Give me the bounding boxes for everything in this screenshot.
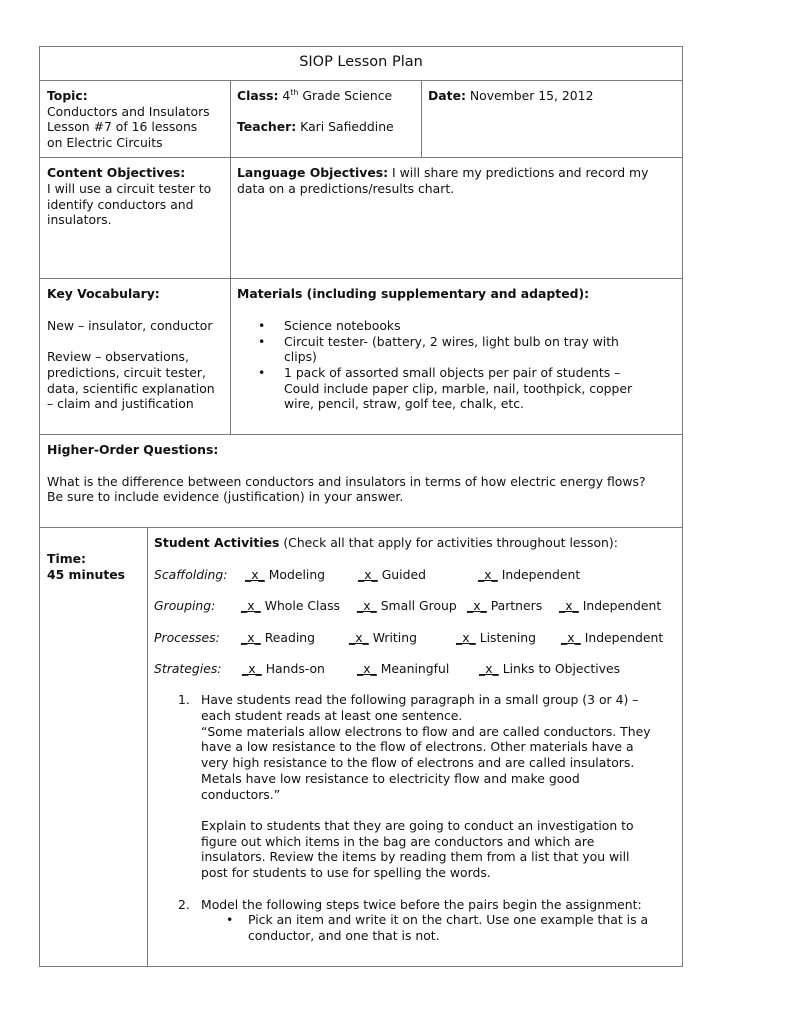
content-objectives-line: identify conductors and [47,197,194,212]
key-vocabulary-label: Key Vocabulary: [47,286,160,301]
topic-line: Conductors and Insulators [47,104,210,119]
option-label: Modeling [268,567,326,582]
vocab-review-line: data, scientific explanation [47,381,215,396]
language-objectives-label: Language Objectives: [237,165,389,180]
option-label: Partners [490,598,543,613]
check-mark: _x_ [561,630,581,645]
option-label: Small Group [380,598,457,613]
row5-divider [39,527,683,528]
step1-explain-line: post for students to use for spelling the words. [201,865,491,880]
processes-option [241,630,315,646]
content-objectives-label: Content Objectives: [47,165,186,180]
grouping-option [559,598,661,614]
strategies-option [479,661,620,677]
step-number: 2. [178,897,190,912]
higher-order-label: Higher-Order Questions: [47,442,219,457]
check-mark: _x_ [241,630,261,645]
scaffolding-option [358,567,426,583]
grouping-option [241,598,340,614]
step2-bullet-line: conductor, and one that is not. [248,928,440,943]
row3-divider [39,278,683,279]
vocab-new: New – insulator, conductor [47,318,213,333]
option-label: Independent [584,630,664,645]
scaffolding-label: Scaffolding: [154,567,228,582]
scaffolding-option [478,567,580,583]
option-label: Meaningful [380,661,450,676]
step1-explain-line: Explain to students that they are going to conduct an investigation to [201,818,634,833]
time-value: 45 minutes [47,567,126,582]
materials-bullet: • [258,334,266,349]
materials-label: Materials (including supplementary and adapted): [237,286,590,301]
materials-item: Circuit tester- (battery, 2 wires, light bulb on tray with [284,334,619,349]
title-row-divider [39,80,683,81]
student-activities-label: Student Activities [154,535,280,550]
higher-order-line: Be sure to include evidence (justification) in your answer. [47,489,404,504]
class-field [237,88,392,104]
option-label: Guided [381,567,426,582]
check-mark: _x_ [479,661,499,676]
page-title: SIOP Lesson Plan [299,54,423,70]
row4-divider [39,434,683,435]
language-objectives-text: I will share my predictions and record my [388,165,649,180]
materials-item-cont: Could include paper clip, marble, nail, toothpick, copper [284,381,633,396]
higher-order-line: What is the difference between conductors and insulators in terms of how electric energy flows? [47,474,646,489]
language-objectives [237,165,648,181]
materials-item-cont: wire, pencil, straw, golf tee, chalk, etc. [284,396,524,411]
processes-option [561,630,663,646]
content-objectives-line: I will use a circuit tester to [47,181,212,196]
step2-bullet-line: Pick an item and write it on the chart. Use one example that is a [248,912,649,927]
grouping-label: Grouping: [154,598,216,613]
option-label: Writing [372,630,417,645]
option-label: Listening [479,630,536,645]
materials-item: 1 pack of assorted small objects per pair of students – [284,365,621,380]
content-objectives-line: insulators. [47,212,112,227]
time-label: Time: [47,551,86,566]
row2-divider [39,157,683,158]
option-label: Reading [264,630,315,645]
scaffolding-option [245,567,325,583]
class-value: Grade Science [298,88,393,103]
check-mark: _x_ [349,630,369,645]
option-label: Independent [501,567,581,582]
col-divider-time [147,527,148,967]
materials-item: Science notebooks [284,318,401,333]
student-activities-heading [154,535,618,551]
check-mark: _x_ [456,630,476,645]
step1-explain-line: figure out which items in the bag are conductors and which are [201,834,595,849]
col-divider-main [230,80,231,434]
option-label: Links to Objectives [502,661,621,676]
grouping-option [467,598,542,614]
vocab-review-line: – claim and justification [47,396,194,411]
class-grade-suffix: th [290,87,299,97]
vocab-review-line: Review – observations, [47,349,189,364]
processes-option [349,630,417,646]
vocab-review-line: predictions, circuit tester, [47,365,206,380]
class-grade: 4 [282,88,291,103]
check-mark: _x_ [467,598,487,613]
check-mark: _x_ [559,598,579,613]
check-mark: _x_ [357,598,377,613]
student-activities-note: (Check all that apply for activities throughout lesson): [279,535,618,550]
check-mark: _x_ [357,661,377,676]
option-label: Independent [582,598,662,613]
step1-line: “Some materials allow electrons to flow and are called conductors. They [201,724,651,739]
option-label: Whole Class [264,598,340,613]
check-mark: _x_ [478,567,498,582]
teacher-value: Kari Safieddine [296,119,394,134]
step-number: 1. [178,692,190,707]
step1-line: each student reads at least one sentence. [201,708,463,723]
materials-item-cont: clips) [284,349,317,364]
date-field [428,88,593,104]
strategies-label: Strategies: [154,661,222,676]
materials-bullet: • [258,365,266,380]
language-objectives-line2: data on a predictions/results chart. [237,181,455,196]
class-label: Class: [237,88,279,103]
step2-bullet: • [226,912,234,927]
processes-label: Processes: [154,630,220,645]
col-divider-date [421,80,422,157]
check-mark: _x_ [242,661,262,676]
check-mark: _x_ [358,567,378,582]
step1-line: Metals have low resistance to electricity flow and make good [201,771,580,786]
date-label: Date: [428,88,466,103]
option-label: Hands-on [265,661,325,676]
processes-option [456,630,536,646]
teacher-field [237,119,394,135]
check-mark: _x_ [245,567,265,582]
grouping-option [357,598,457,614]
topic-label: Topic: [47,88,88,103]
materials-bullet: • [258,318,266,333]
check-mark: _x_ [241,598,261,613]
strategies-option [242,661,325,677]
step1-line: have a low resistance to the flow of electrons. Other materials have a [201,739,634,754]
strategies-option [357,661,449,677]
step1-explain-line: insulators. Review the items by reading them from a list that you will [201,849,630,864]
topic-line: on Electric Circuits [47,135,163,150]
step1-line: conductors.” [201,787,281,802]
date-value: November 15, 2012 [465,88,594,103]
step1-line: very high resistance to the flow of electrons and are called insulators. [201,755,635,770]
teacher-label: Teacher: [237,119,297,134]
step2-line: Model the following steps twice before the pairs begin the assignment: [201,897,642,912]
step1-line: Have students read the following paragraph in a small group (3 or 4) – [201,692,639,707]
topic-line: Lesson #7 of 16 lessons [47,119,198,134]
